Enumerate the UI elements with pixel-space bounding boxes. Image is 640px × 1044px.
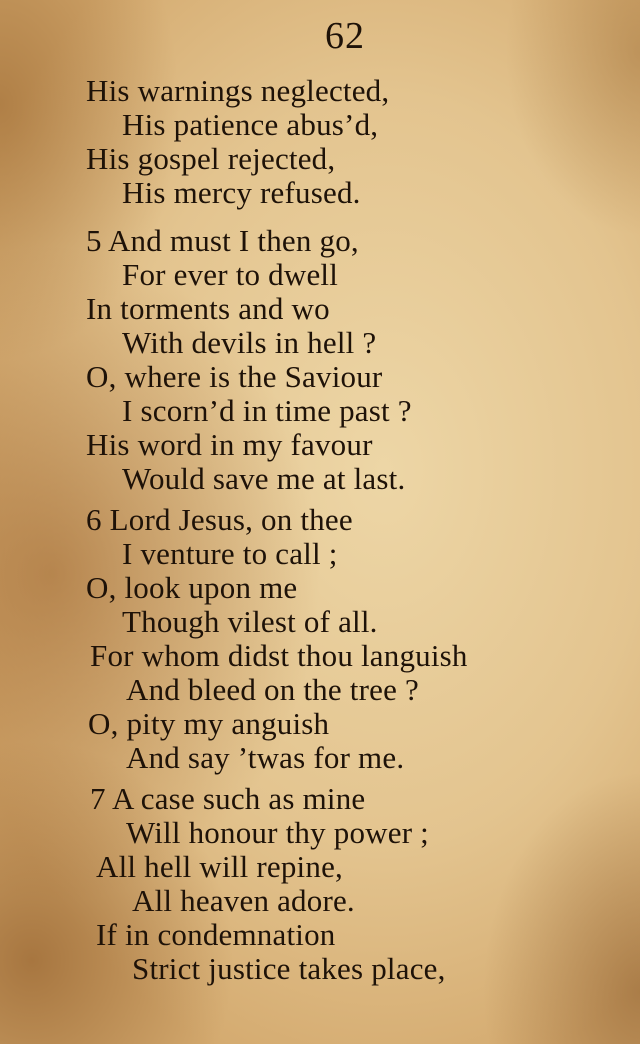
verse-line: Though vilest of all. bbox=[122, 604, 378, 639]
verse-line: His patience abus’d, bbox=[122, 107, 379, 142]
verse-line: His mercy refused. bbox=[122, 175, 361, 210]
verse-line: O, look upon me bbox=[86, 570, 298, 605]
verse-line: I venture to call ; bbox=[122, 536, 338, 571]
verse-line: All hell will repine, bbox=[96, 849, 343, 884]
verse-line: His warnings neglected, bbox=[86, 73, 390, 108]
verse-line: Will honour thy power ; bbox=[126, 815, 429, 850]
verse-line: All heaven adore. bbox=[132, 883, 355, 918]
verse-line: In torments and wo bbox=[86, 291, 330, 326]
verse-line: Strict justice takes place, bbox=[132, 951, 446, 986]
verse-line: And say ’twas for me. bbox=[126, 740, 405, 775]
verse-line: With devils in hell ? bbox=[122, 325, 377, 360]
verse-line: I scorn’d in time past ? bbox=[122, 393, 412, 428]
verse-line: If in condemnation bbox=[96, 917, 336, 952]
verse-line: 7 A case such as mine bbox=[90, 781, 366, 816]
verse-line: 5 And must I then go, bbox=[86, 223, 359, 258]
verse-line: For ever to dwell bbox=[122, 257, 339, 292]
verse-line: Would save me at last. bbox=[122, 461, 406, 496]
verse-line: O, pity my anguish bbox=[88, 706, 330, 741]
verse-line: 6 Lord Jesus, on thee bbox=[86, 502, 353, 537]
verse-line: And bleed on the tree ? bbox=[126, 672, 419, 707]
page-number: 62 bbox=[325, 15, 365, 57]
verse-line: O, where is the Saviour bbox=[86, 359, 383, 394]
verse-line: For whom didst thou languish bbox=[90, 638, 468, 673]
verse-line: His gospel rejected, bbox=[86, 141, 336, 176]
verse-line: His word in my favour bbox=[86, 427, 373, 462]
